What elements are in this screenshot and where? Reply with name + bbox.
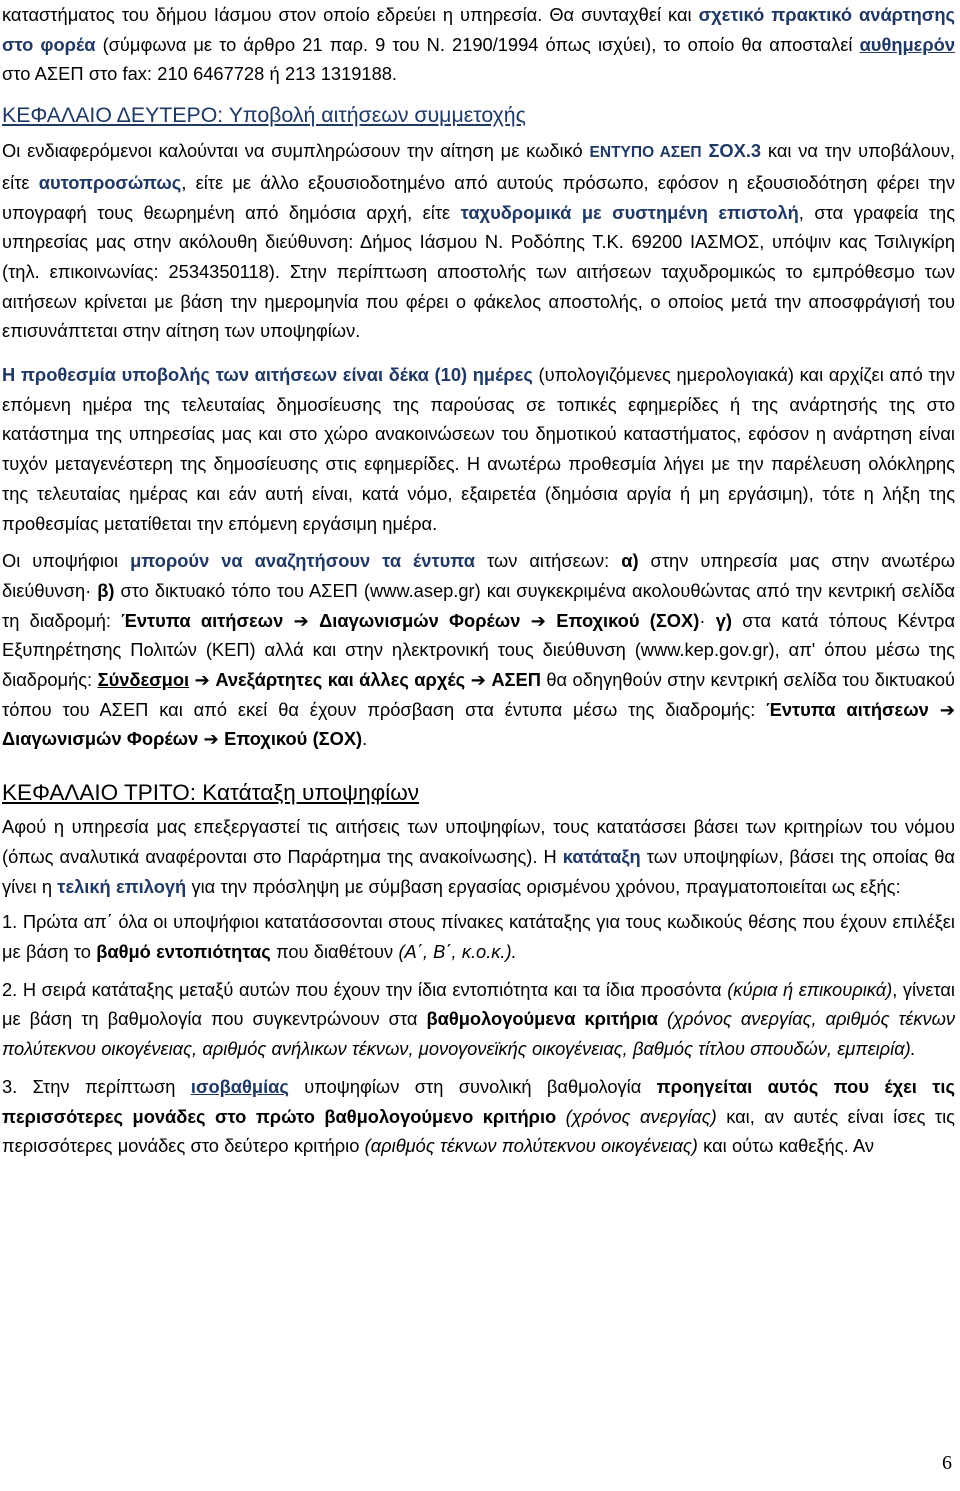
arrow-icon: ➔ bbox=[203, 728, 219, 750]
deadline-bold: Η προθεσμία υποβολής των αιτήσεων είναι δέκα (10) ημέρες bbox=[2, 364, 533, 386]
paragraph-publication-notice: καταστήματος του δήμου Ιάσμου στον οποίο εδρεύει η υπηρεσία. Θα συνταχθεί και σχετικό πρακτικό ανάρτησης στο φορέα (σύμφωνα με το άρθρο 21 παρ. 9 του Ν. 2190/1994 όπως ισχύει), το οποίο θα αποσταλεί αυθημερόν στο ΑΣΕΠ στο fax: 210 6467728 ή 213 1319188. bbox=[2, 4, 955, 85]
page-number: 6 bbox=[942, 1452, 952, 1474]
path-asep: ΑΣΕΠ bbox=[491, 669, 541, 691]
path-competitions-1: Διαγωνισμών Φορέων bbox=[319, 609, 521, 631]
arrow-icon: ➔ bbox=[470, 669, 486, 691]
path-independent-authorities: Ανεξάρτητες και άλλες αρχές bbox=[215, 669, 466, 691]
in-person-label: αυτοπροσώπως bbox=[38, 171, 182, 193]
notice-bold-same-day: αυθημερόν bbox=[859, 33, 955, 55]
registered-mail-label: ταχυδρομικά με συστημένη επιστολή bbox=[460, 201, 799, 223]
form-code-tail: ΣΟΧ.3 bbox=[701, 140, 762, 162]
ranking-rule-1: 1. Πρώτα απ΄ όλα οι υποψήφιοι κατατάσσονται στους πίνακες κατάταξης για τους κωδικούς θέσης που έχουν επιλέξει με βάση το βαθμό εντοπιότητας που διαθέτουν (Α΄, Β΄, κ.ο.κ.). bbox=[2, 911, 955, 962]
paragraph-ranking-intro: Αφού η υπηρεσία μας επεξεργαστεί τις αιτήσεις των υποψηφίων, τους κατατάσσει βάσει των κριτηρίων του νόμου (όπως αναλυτικά αναφέρονται στο Παράρτημα της ανακοίνωσης). Η κατάταξη των υποψηφίων, βάσει της οποίας θα γίνει η τελική επιλογή για την πρόσληψη με σύμβαση εργασίας ορισμένου χρόνου, πραγματοποιείται ως εξής: bbox=[2, 816, 956, 897]
arrow-icon: ➔ bbox=[194, 669, 210, 691]
document-page bbox=[2, 0, 955, 1161]
path-forms-1: Έντυπα αιτήσεων bbox=[121, 609, 284, 631]
ranking-rule-2: 2. Η σειρά κατάταξης μεταξύ αυτών που έχουν την ίδια εντοπιότητα και τα ίδια προσόντα (κύρια ή επικουρικά), γίνεται με βάση τη βαθμολογία που συγκεντρώνουν στα βαθμολογούμενα κριτήρια (χρόνος ανεργίας, αριθμός τέκνων πολύτεκνου οικογένειας, αριθμός ανήλικων τέκνων, μονογονεϊκής οικογένειας, βαθμός τίτλου σπουδών, εμπειρία). bbox=[2, 978, 955, 1060]
paragraph-application-submission: Οι ενδιαφερόμενοι καλούνται να συμπληρώσουν την αίτηση με κωδικό ΕΝΤΥΠΟ ΑΣΕΠ ΣΟΧ.3 και να την υποβάλουν, είτε αυτοπροσώπως, είτε με άλλο εξουσιοδοτημένο από αυτούς πρόσωπο, εφόσον η εξουσιοδότηση φέρει την υπογραφή τους θεωρημένη από δημόσια αρχή, είτε ταχυδρομικά με συστημένη επιστολή, στα γραφεία της υπηρεσίας μας στην ακόλουθη διεύθυνση: Δήμος Ιάσμου Ν. Ροδόπης Τ.Κ. 69200 ΙΑΣΜΟΣ, υπόψιν κας Τσιλιγκίρη (τηλ. επικοινωνίας: 2534350118). Στην περίπτωση αποστολής των αιτήσεων ταχυδρομικώς το εμπρόθεσμο των αιτήσεων κρίνεται με βάση την ημερομηνία που φέρει ο φάκελος αποστολής, ο οποίος μετά την αποσφράγισή του επισυνάπτεται στην αίτηση των υποψηφίων. bbox=[2, 140, 955, 342]
path-seasonal-1: Εποχικού (ΣΟΧ) bbox=[556, 609, 700, 631]
form-code: ΕΝΤΥΠΟ ΑΣΕΠ bbox=[589, 144, 702, 162]
ranking-rule-3: 3. Στην περίπτωση ισοβαθμίας υποψηφίων στη συνολική βαθμολογία προηγείται αυτός που έχει τις περισσότερες μονάδες στο πρώτο βαθμολογούμενο κριτήριο (χρόνος ανεργίας) και, αν αυτές είναι ίσες τις περισσότερες μονάδες στο δεύτερο κριτήριο (αριθμός τέκνων πολύτεκνου οικογένειας) και ούτω καθεξής. Αν bbox=[2, 1075, 955, 1157]
paragraph-deadline: Η προθεσμία υποβολής των αιτήσεων είναι δέκα (10) ημέρες (υπολογιζόμενες ημερολογιακά) και αρχίζει από την επόμενη ημέρα της τελευταίας δημοσίευσης της παρούσας σε τοπικές εφημερίδες ή της ανάρτησής της στο κατάστημα της υπηρεσίας μας και στο χώρο ανακοινώσεων του δημοτικού καταστήματος, εφόσον η ανάρτηση είναι τυχόν μεταγενέστερη της δημοσίευσης στις εφημερίδες. Η ανωτέρω προθεσμία λήγει με την παρέλευση ολόκληρης της τελευταίας ημέρας και εάν αυτή είναι, κατά νόμο, εξαιρετέα (δημόσια αργία ή μη εργάσιμη), τότε η λήξη της προθεσμίας μετατίθεται την επόμενη εργάσιμη ημέρα. bbox=[2, 364, 955, 534]
path-seasonal-2: Εποχικού (ΣΟΧ) bbox=[224, 728, 363, 750]
notice-bold-record: σχετικό πρακτικό ανάρτησης στο φορέα bbox=[2, 4, 955, 55]
arrow-icon: ➔ bbox=[939, 698, 956, 720]
arrow-icon: ➔ bbox=[530, 609, 546, 631]
path-forms-2: Έντυπα αιτήσεων bbox=[766, 698, 929, 720]
chapter-two-heading: ΚΕΦΑΛΑΙΟ ΔΕΥΤΕΡΟ: Υποβολή αιτήσεων συμμετοχής bbox=[2, 103, 526, 128]
paragraph-forms-availability: Οι υποψήφιοι μπορούν να αναζητήσουν τα έντυπα των αιτήσεων: α) στην υπηρεσία μας στην ανωτέρω διεύθυνση· β) στο δικτυακό τόπο του ΑΣΕΠ (www.asep.gr) και συγκεκριμένα ακολουθώντας από την κεντρική σελίδα τη διαδρομή: Έντυπα αιτήσεων ➔ Διαγωνισμών Φορέων ➔ Εποχικού (ΣΟΧ)· γ) στα κατά τόπους Κέντρα Εξυπηρέτησης Πολιτών (ΚΕΠ) αλλά και στην ηλεκτρονική τους διεύθυνση (www.kep.gov.gr), απ' όπου μέσω της διαδρομής: Σύνδεσμοι ➔ Ανεξάρτητες και άλλες αρχές ➔ ΑΣΕΠ θα οδηγηθούν στην κεντρική σελίδα του δικτυακού τόπου του ΑΣΕΠ και από εκεί θα έχουν πρόσβαση στα έντυπα μέσω της διαδρομής: Έντυπα αιτήσεων ➔ Διαγωνισμών Φορέων ➔ Εποχικού (ΣΟΧ). bbox=[2, 550, 956, 750]
path-competitions-2: Διαγωνισμών Φορέων bbox=[2, 728, 199, 750]
chapter-three-heading: ΚΕΦΑΛΑΙΟ ΤΡΙΤΟ: Κατάταξη υποψηφίων bbox=[2, 780, 420, 806]
arrow-icon: ➔ bbox=[293, 609, 309, 631]
path-links: Σύνδεσμοι bbox=[97, 669, 190, 691]
